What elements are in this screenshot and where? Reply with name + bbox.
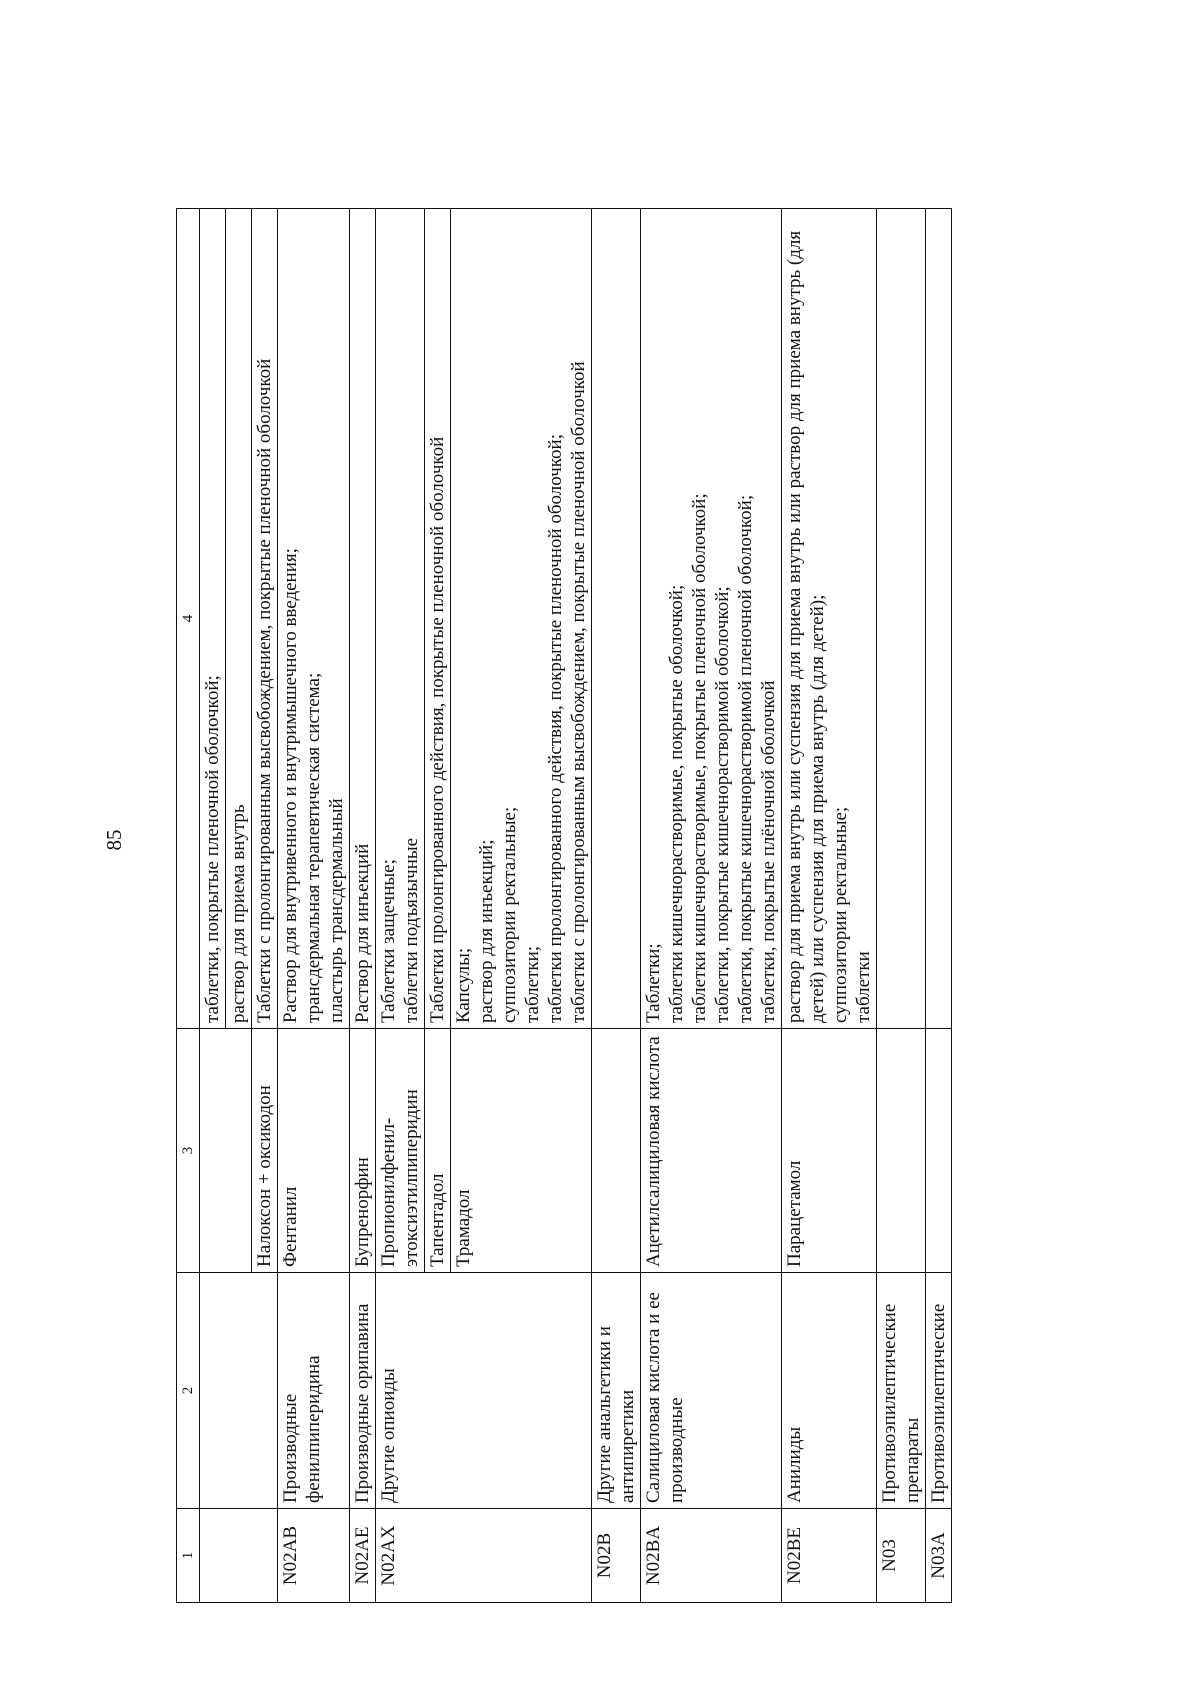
table-row — [926, 209, 952, 1603]
dosage-form: Раствор для инъекций — [352, 843, 373, 1023]
drug-cell: Бупренорфин — [350, 1029, 376, 1273]
atc-code-cell: N02AX — [376, 1509, 592, 1603]
table-row — [641, 209, 782, 1603]
dosage-form: таблетки, покрытые плёночной оболочкой — [758, 680, 779, 1023]
dosage-form: таблетки; — [522, 945, 543, 1023]
table-row — [350, 209, 376, 1603]
dosage-form: Таблетки; — [643, 943, 664, 1023]
drug-cell — [926, 1029, 952, 1273]
drug-cell: Ацетилсалициловая кислота — [641, 1029, 782, 1273]
group-cell: Противоэпилептические препараты — [877, 1273, 926, 1509]
atc-code-cell — [200, 1509, 278, 1603]
group-cell: Анилиды — [782, 1273, 877, 1509]
forms-cell — [926, 209, 952, 1029]
dosage-form: трансдермальная терапевтическая система; — [303, 672, 324, 1023]
dosage-form: таблетки, покрытые пленочной оболочкой; — [202, 675, 223, 1023]
dosage-form: таблетки, покрытые кишечнорастворимой пленочной оболочкой; — [735, 494, 756, 1023]
drug-cell: Трамадол — [451, 1029, 592, 1273]
dosage-form: раствор для приема внутрь — [228, 804, 249, 1023]
dosage-form: таблетки — [853, 951, 874, 1023]
forms-cell — [376, 209, 425, 1029]
column-header: 2 — [177, 1273, 200, 1509]
atc-code-cell: N03 — [877, 1509, 926, 1603]
drug-cell: Пропионилфенил-этоксиэтилпиперидин — [376, 1029, 425, 1273]
group-cell: Производные орипавина — [350, 1273, 376, 1509]
dosage-form: суппозитории ректальные; — [499, 806, 520, 1023]
dosage-form: таблетки пролонгированного действия, покрытые пленочной оболочкой; — [545, 434, 566, 1023]
dosage-form: раствор для приема внутрь или суспензия для приема внутрь или раствор для приема внутрь (для детей) или суспензия для приема внутрь (для детей); — [784, 230, 828, 1023]
forms-cell — [200, 209, 226, 1029]
column-header: 1 — [177, 1509, 200, 1603]
drug-cell — [877, 1029, 926, 1273]
forms-cell — [641, 209, 782, 1029]
group-cell: Салициловая кислота и ее производные — [641, 1273, 782, 1509]
forms-cell — [350, 209, 376, 1029]
group-cell: Противоэпилептические — [926, 1273, 952, 1509]
group-cell — [200, 1273, 278, 1509]
atc-code-cell: N02AB — [278, 1509, 350, 1603]
atc-code-cell: N02AE — [350, 1509, 376, 1603]
group-cell: Другие анальгетики и антипиретики — [592, 1273, 641, 1509]
dosage-form: таблетки подъязычные — [401, 837, 422, 1023]
group-cell: Другие опиоиды — [376, 1273, 592, 1509]
dosage-form: Таблетки с пролонгированным высвобождением, покрытые пленочной оболочкой — [254, 358, 275, 1023]
dosage-form: Таблетки пролонгированного действия, покрытые пленочной оболочкой — [427, 436, 448, 1023]
dosage-form: таблетки кишечнорастворимые, покрытые оболочкой; — [666, 584, 687, 1023]
drug-cell — [592, 1029, 641, 1273]
drug-cell: Фентанил — [278, 1029, 350, 1273]
table-row — [200, 209, 226, 1603]
forms-cell — [451, 209, 592, 1029]
dosage-form: Капсулы; — [453, 947, 474, 1023]
column-header: 4 — [177, 209, 200, 1029]
table-row — [278, 209, 350, 1603]
atc-code-cell: N03A — [926, 1509, 952, 1603]
dosage-form: суппозитории ректальные; — [830, 806, 851, 1023]
atc-code-cell: N02BE — [782, 1509, 877, 1603]
forms-cell — [252, 209, 278, 1029]
forms-cell — [226, 209, 252, 1029]
dosage-form: раствор для инъекций; — [476, 839, 497, 1023]
table-header-row — [177, 209, 200, 1603]
dosage-form: таблетки кишечнорастворимые, покрытые пленочной оболочкой; — [689, 493, 710, 1023]
group-cell: Производные фенилпиперидина — [278, 1273, 350, 1509]
forms-cell — [782, 209, 877, 1029]
table-body — [200, 209, 952, 1603]
drug-cell: Тапентадол — [425, 1029, 451, 1273]
drug-cell — [200, 1029, 252, 1273]
atc-code-cell: N02BA — [641, 1509, 782, 1603]
dosage-form: пластырь трансдермальный — [326, 798, 347, 1023]
dosage-form: таблетки с пролонгированным высвобождением, покрытые пленочной оболочкой — [568, 361, 589, 1023]
dosage-form: таблетки, покрытые кишечнорастворимой оболочкой; — [712, 586, 733, 1023]
table-row — [592, 209, 641, 1603]
forms-cell — [592, 209, 641, 1029]
column-header: 3 — [177, 1029, 200, 1273]
dosage-form: Раствор для внутривенного и внутримышечного введения; — [280, 548, 301, 1023]
atc-code-cell: N02B — [592, 1509, 641, 1603]
forms-cell — [425, 209, 451, 1029]
table-row — [782, 209, 877, 1603]
table-row — [877, 209, 926, 1603]
forms-cell — [877, 209, 926, 1029]
drug-table — [176, 208, 952, 1603]
drug-cell: Парацетамол — [782, 1029, 877, 1273]
page-number: 85 — [102, 829, 126, 851]
table-row — [376, 209, 425, 1603]
forms-cell — [278, 209, 350, 1029]
dosage-form: Таблетки защечные; — [378, 859, 399, 1023]
drug-cell: Налоксон + оксикодон — [252, 1029, 278, 1273]
